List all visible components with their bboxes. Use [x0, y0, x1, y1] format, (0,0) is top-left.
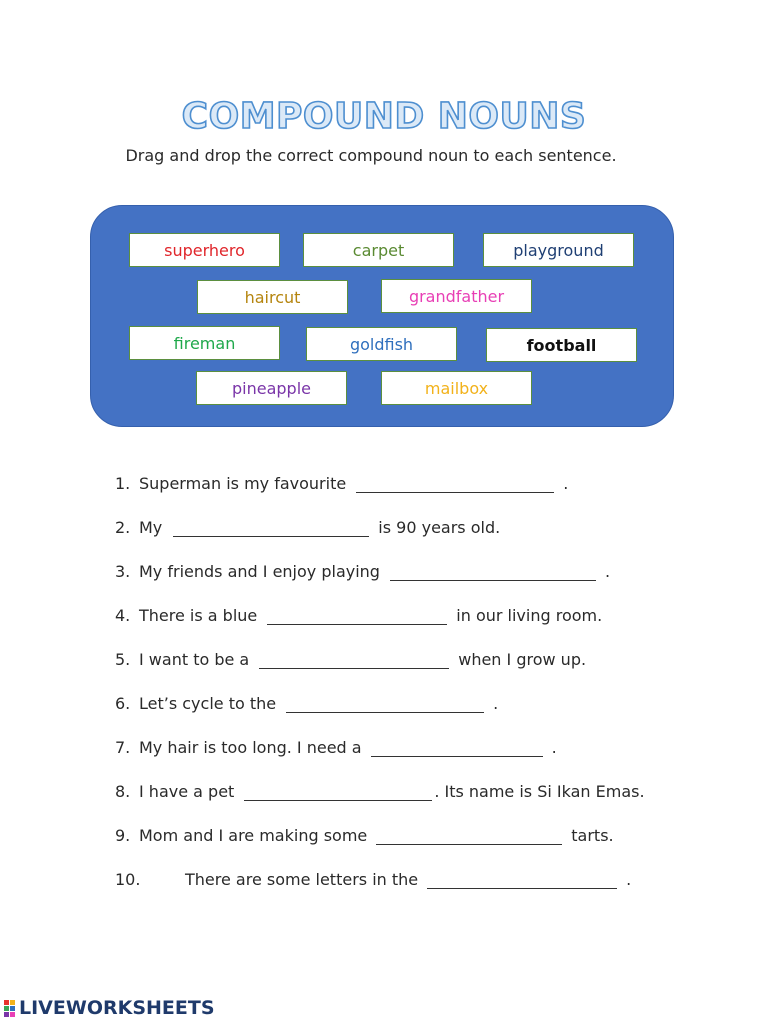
sentence-text-before: There is a blue: [139, 605, 258, 625]
word-label: carpet: [352, 240, 405, 260]
word-chip-superhero[interactable]: [129, 233, 280, 267]
word-label: grandfather: [408, 286, 505, 306]
sentence-7: [115, 735, 557, 759]
sentence-number: 7.: [115, 737, 131, 757]
word-chip-haircut[interactable]: [197, 280, 348, 314]
answer-blank-7[interactable]: [371, 738, 543, 757]
word-label: haircut: [244, 287, 301, 307]
sentence-text-after: .: [551, 737, 557, 757]
sentence-text-before: I want to be a: [139, 649, 250, 669]
sentence-6: [115, 691, 498, 715]
answer-blank-1[interactable]: [356, 474, 554, 493]
answer-blank-9[interactable]: [376, 826, 562, 845]
answer-blank-6[interactable]: [286, 694, 484, 713]
sentence-text-after: tarts.: [571, 825, 614, 845]
sentence-text-after: . Its name is Si Ikan Emas.: [434, 781, 645, 801]
page-title: COMPOUND NOUNS: [181, 96, 587, 137]
sentence-3: [115, 559, 610, 583]
word-chip-playground[interactable]: [483, 233, 634, 267]
word-chip-carpet[interactable]: [303, 233, 454, 267]
sentence-number: 6.: [115, 693, 131, 713]
sentence-9: [115, 823, 614, 847]
sentence-text-after: .: [626, 869, 632, 889]
word-bank: [90, 205, 674, 427]
word-label: playground: [513, 240, 604, 260]
sentence-number: 5.: [115, 649, 131, 669]
answer-blank-2[interactable]: [173, 518, 369, 537]
sentence-number: 10.: [115, 869, 141, 889]
sentence-text-after: .: [493, 693, 499, 713]
liveworksheets-logo: [4, 997, 215, 1019]
word-chip-fireman[interactable]: [129, 326, 280, 360]
answer-blank-10[interactable]: [427, 870, 617, 889]
sentence-text-before: Let’s cycle to the: [139, 693, 277, 713]
word-chip-football[interactable]: [486, 328, 637, 362]
sentence-10: [115, 867, 631, 891]
sentence-8: [115, 779, 645, 803]
word-label: goldfish: [349, 334, 414, 354]
sentence-number: 1.: [115, 473, 131, 493]
sentence-2: [115, 515, 500, 539]
word-label: football: [526, 335, 597, 355]
sentence-1: [115, 471, 568, 495]
word-label: superhero: [164, 240, 245, 260]
sentence-number: 8.: [115, 781, 131, 801]
answer-blank-4[interactable]: [267, 606, 447, 625]
sentence-text-after: .: [604, 561, 611, 581]
instruction-text: Drag and drop the correct compound noun to each sentence.: [125, 146, 617, 165]
answer-blank-3[interactable]: [390, 562, 596, 581]
word-label: mailbox: [424, 378, 489, 398]
word-chip-grandfather[interactable]: [381, 279, 532, 313]
sentence-text-before: There are some letters in the: [185, 869, 419, 889]
sentence-5: [115, 647, 586, 671]
sentence-text-after: when I grow up.: [458, 649, 587, 669]
sentence-text-before: I have a pet: [139, 781, 235, 801]
sentence-4: [115, 603, 602, 627]
word-chip-mailbox[interactable]: [381, 371, 532, 405]
answer-blank-5[interactable]: [259, 650, 449, 669]
sentence-text-before: My hair is too long. I need a: [139, 737, 362, 757]
answer-blank-8[interactable]: [244, 782, 432, 801]
sentence-text-after: is 90 years old.: [378, 517, 501, 537]
sentence-text-after: in our living room.: [456, 605, 603, 625]
sentence-text-after: .: [563, 473, 569, 493]
word-label: fireman: [173, 333, 236, 353]
sentence-text-before: Superman is my favourite: [139, 473, 347, 493]
sentence-text-before: My: [139, 517, 163, 537]
logo-text: LIVEWORKSHEETS: [19, 997, 215, 1019]
sentence-text-before: Mom and I are making some: [139, 825, 368, 845]
sentence-number: 9.: [115, 825, 131, 845]
sentence-number: 4.: [115, 605, 131, 625]
liveworksheets-logo-icon: [4, 1000, 17, 1017]
word-chip-goldfish[interactable]: [306, 327, 457, 361]
word-label: pineapple: [232, 378, 311, 398]
sentence-text-before: My friends and I enjoy playing: [139, 561, 380, 581]
word-chip-pineapple[interactable]: [196, 371, 347, 405]
sentence-number: 3.: [115, 561, 131, 581]
sentence-number: 2.: [115, 517, 131, 537]
